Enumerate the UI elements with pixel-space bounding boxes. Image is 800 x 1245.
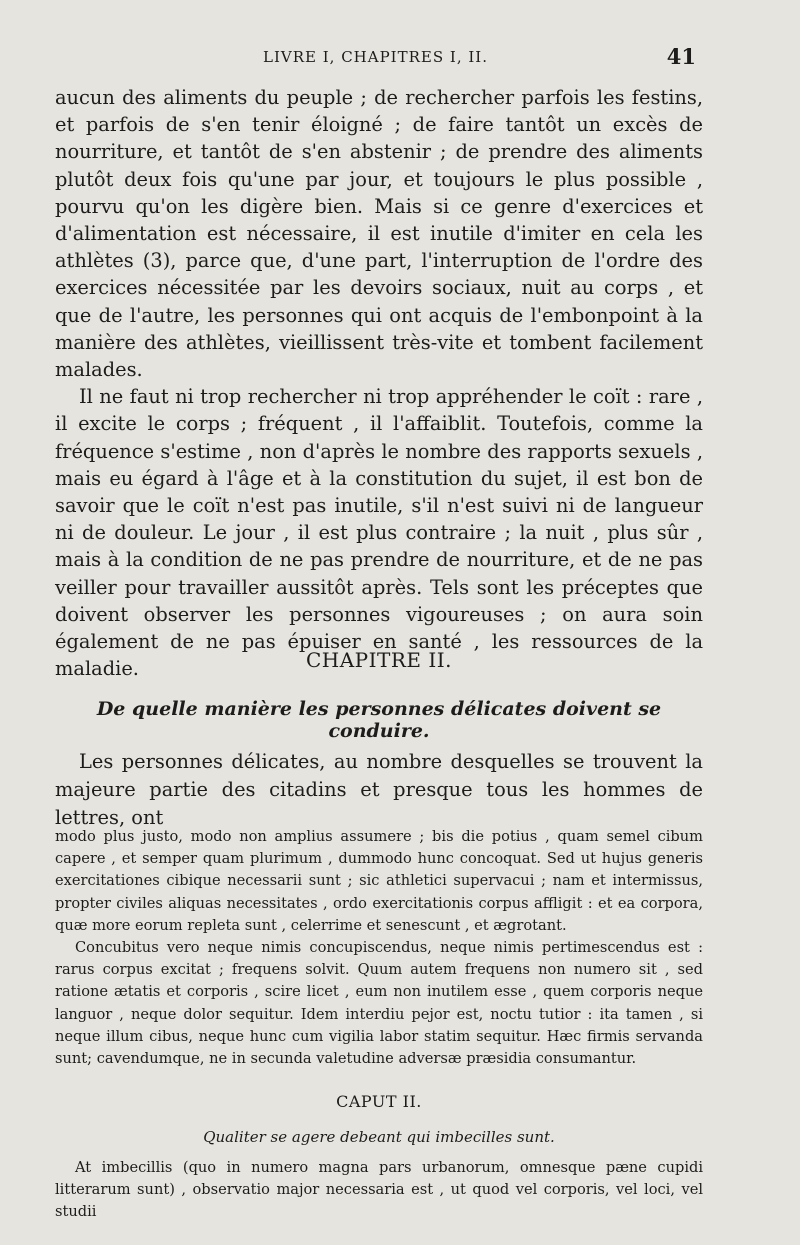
- latin-chapter-paragraph: At imbecillis (quo in numero magna pars urbanorum, omnesque pæne cupidi litterarum sunt) , observatio major necessaria est , ut quod vel corporis, vel loci, vel studii: [55, 1159, 703, 1221]
- latin-chapter-subtitle: Qualiter se agere debeant qui imbecilles sunt.: [203, 1128, 555, 1146]
- running-head: LIVRE I, CHAPITRES I, II.: [263, 48, 488, 66]
- latin-text-block: [55, 826, 703, 1070]
- french-chapter-text: [55, 748, 703, 832]
- french-paragraph-1: aucun des aliments du peuple ; de rechercher parfois les festins, et parfois de s'en tenir éloigné ; de faire tantôt un excès de nourriture, et tantôt de s'en abstenir ; de prendre des aliments plutôt deux fois qu'une par jour, et toujours le plus possible , pourvu qu'on les digère bien. Mais si ce genre d'exercices et d'alimentation est nécessaire, il est inutile d'imiter en cela les athlètes (3), parce que, d'une part, l'interruption de l'ordre des exercices nécessitée par les devoirs sociaux, nuit au corps , et que de l'autre, les personnes qui ont acquis de l'embonpoint à la manière des athlètes, vieillissent très-vite et tombent facilement malades.: [55, 86, 703, 382]
- latin-chapter-title: CAPUT II.: [336, 1092, 422, 1111]
- latin-paragraph-2: Concubitus vero neque nimis concupiscendus, neque nimis pertimescendus est : rarus corpus excitat ; frequens solvit. Quum autem frequens non numero sit , sed ratione ætatis et corporis , scire licet , eum non inutilem esse , quem corporis neque languor , neque dolor sequitur. Idem interdiu pejor est, noctu tutior : ita tamen , si neque illum cibus, neque hunc cum vigilia labor statim sequitur. Hæc firmis servanda sunt; cavendumque, ne in secunda valetudine adversæ præsidia consumantur.: [55, 939, 703, 1068]
- french-chapter-subtitle: De quelle manière les personnes délicates doivent se conduire.: [96, 698, 662, 742]
- page-header: [0, 44, 800, 74]
- french-chapter-title: CHAPITRE II.: [305, 648, 453, 672]
- french-text-block: [55, 84, 703, 682]
- french-paragraph-2: Il ne faut ni trop rechercher ni trop appréhender le coït : rare , il excite le corps ; fréquent , il l'affaiblit. Toutefois, comme la fréquence s'estime , non d'après le nombre des rapports sexuels , mais eu égard à l'âge et à la constitution du sujet, il est bon de savoir que le coït n'est pas inutile, s'il n'est suivi ni de langueur ni de douleur. Le jour , il est plus contraire ; la nuit , plus sûr , mais à la condition de ne pas prendre de nourriture, et de ne pas veiller pour travailler aussitôt après. Tels sont les préceptes que doivent observer les personnes vigoureuses ; on aura soin également de ne pas épuiser en santé , les ressources de la maladie.: [55, 385, 703, 681]
- french-chapter-paragraph: Les personnes délicates, au nombre desquelles se trouvent la majeure partie des citadins et presque tous les hommes de lettres, ont: [55, 750, 703, 829]
- latin-paragraph-1: modo plus justo, modo non amplius assumere ; bis die potius , quam semel cibum capere , et semper quam plurimum , dummodo hunc concoquat. Sed ut hujus generis exercitationes cibique necessarii sunt ; sic athletici supervacui ; nam et intermissus, propter civiles aliquas necessitates , ordo exercitationis corpus affligit : et ea corpora, quæ more eorum repleta sunt , celerrime et senescunt , et ægrotant.: [55, 828, 703, 934]
- page-number: 41: [666, 44, 696, 69]
- latin-chapter-text: [55, 1157, 703, 1224]
